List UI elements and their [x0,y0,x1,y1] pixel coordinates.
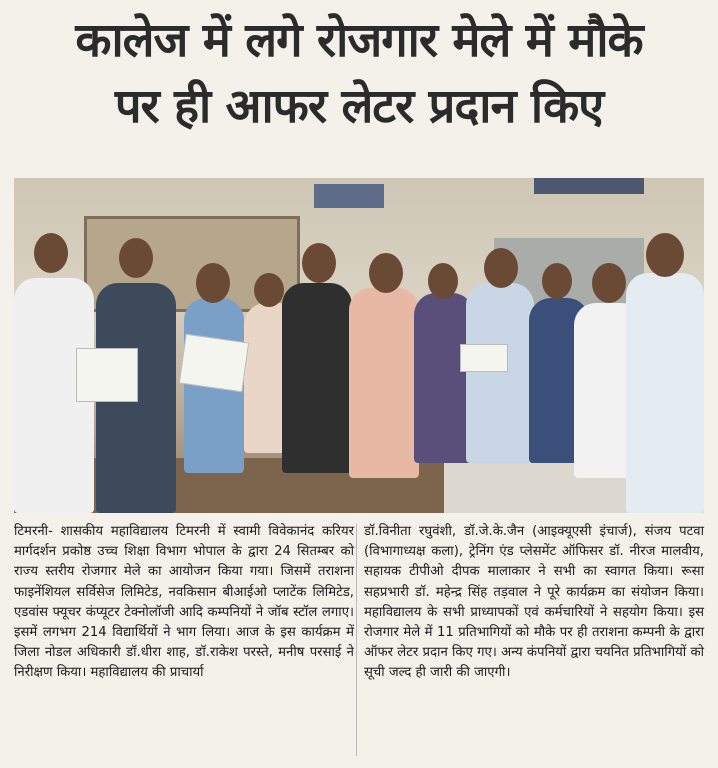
person-10-head [592,263,626,303]
person-5 [282,283,352,473]
person-7-head [428,263,458,299]
person-8-head [484,248,518,288]
person-5-head [302,243,336,283]
wall-board-2 [534,178,644,194]
article-column-2: डॉ.विनीता रघुवंशी, डॉ.जे.के.जैन (आइक्यूएसी इंचार्ज), संजय पटवा (विभागाध्यक्ष कला), ट्रेनिंग एंड प्लेसमेंट ऑफिसर डॉ. नीरज मालवीय, सहायक टीपीओ दीपक मालाकार ने सभी का स्वागत किया। रूसा सहप्रभारी डॉ. महेन्द्र सिंह तड़वाल ने पूरे कार्यक्रम का संयोजन किया। महाविद्यालय के सभी प्राध्यापकों एवं कर्मचारियों ने सहयोग किया। इस रोजगार मेले में 11 प्रतिभागियों को मौके पर ही तराशना कम्पनी के द्वारा ऑफर लेटर प्रदान किए गए। अन्य कंपनियों द्वारा चयनित प्रतिभागियों को सूची जल्द ही जारी की जाएगी। [364,524,704,681]
headline [0,8,718,140]
person-7 [414,293,474,463]
person-11 [626,273,704,513]
certificate-2 [179,334,249,392]
news-photo [14,178,704,513]
person-6-head [369,253,403,293]
column-divider [356,524,357,756]
person-3-head [196,263,230,303]
headline-line-1: कालेज में लगे रोजगार मेले में मौके [75,13,643,68]
person-11-head [646,233,684,277]
wall-board [314,184,384,208]
person-1-head [34,233,68,273]
person-8 [466,283,534,463]
headline-line-2: पर ही आफर लेटर प्रदान किए [114,79,604,134]
certificate-3 [460,344,508,372]
person-9-head [542,263,572,299]
person-4-head [254,273,284,307]
person-6 [349,288,419,478]
person-2-head [119,238,153,278]
article-column-1: टिमरनी- शासकीय महाविद्यालय टिमरनी में स्वामी विवेकानंद करियर मार्गदर्शन प्रकोष्ठ उच्च शिक्षा विभाग भोपाल के द्वारा 24 सितम्बर को राज्य स्तरीय रोजगार मेले का आयोजन किया गया। जिसमें तराशना फाइनेंशियल सर्विसेज लिमिटेड, नवकिसान बीआईओ प्लाटेंक लिमिटेड, एडवांस फ्यूचर कंप्यूटर टेक्नोलॉजी आदि कम्पनियों ने जॉब स्टॉल लगाए। इसमें लगभग 214 विद्यार्थियों ने भाग लिया। आज के इस कार्यक्रम में जिला नोडल अधिकारी डॉ.धीरा शाह, डॉ.राकेश परस्ते, मनीष परसाई ने निरीक्षण किया। महाविद्यालय की प्राचार्या [14,524,354,681]
certificate-1 [76,348,138,402]
